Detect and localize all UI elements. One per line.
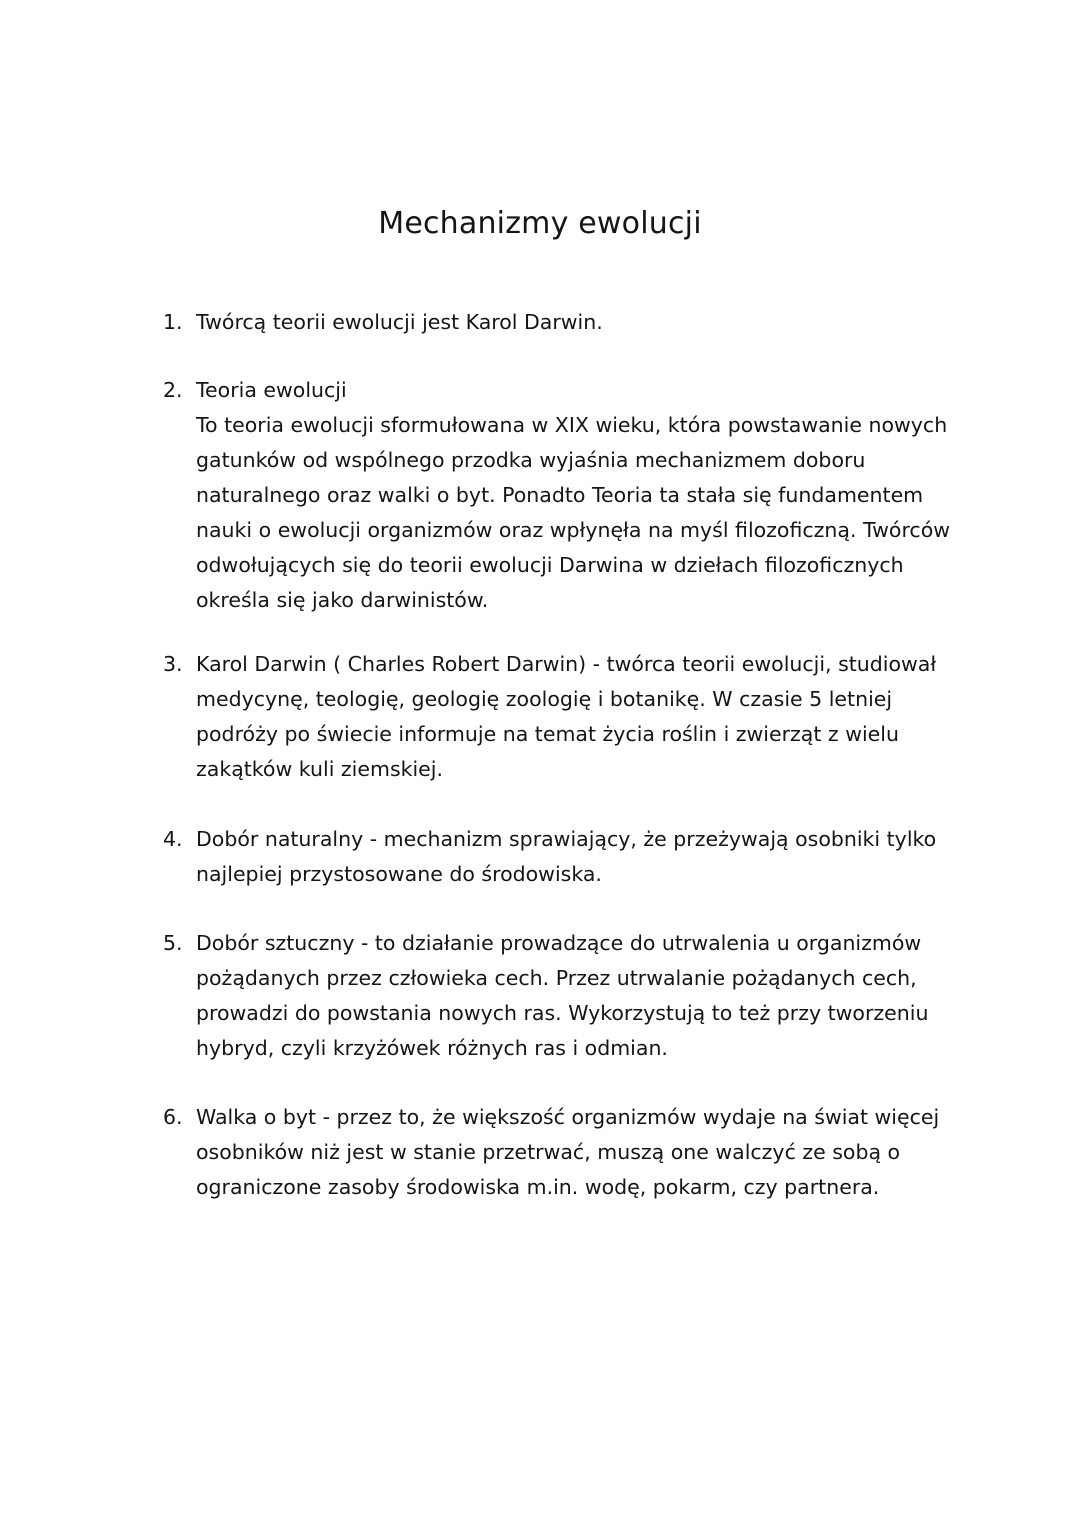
text-line: Dobór naturalny - mechanizm sprawiający, że przeżywają osobniki tylko xyxy=(196,827,937,851)
text-line: odwołujących się do teorii ewolucji Darwina w dziełach filozoficznych xyxy=(196,553,904,577)
list-number: 3. xyxy=(163,652,183,676)
text-line: Walka o byt - przez to, że większość organizmów wydaje na świat więcej xyxy=(196,1105,940,1129)
text-line: medycynę, teologię, geologię zoologię i botanikę. W czasie 5 letniej xyxy=(196,687,893,711)
text-line: naturalnego oraz walki o byt. Ponadto Teoria ta stała się fundamentem xyxy=(196,483,924,507)
list-text xyxy=(196,373,951,618)
text-line: hybryd, czyli krzyżówek różnych ras i odmian. xyxy=(196,1036,668,1060)
list-text xyxy=(196,926,946,1066)
text-line: prowadzi do powstania nowych ras. Wykorzystują to też przy tworzeniu xyxy=(196,1001,929,1025)
list-text xyxy=(196,647,946,787)
list-number: 6. xyxy=(163,1105,183,1129)
list-number: 2. xyxy=(163,378,183,402)
text-line: podróży po świecie informuje na temat życia roślin i zwierząt z wielu xyxy=(196,722,899,746)
text-line: Twórcą teorii ewolucji jest Karol Darwin. xyxy=(196,310,603,334)
text-line: określa się jako darwinistów. xyxy=(196,588,489,612)
text-line: Karol Darwin ( Charles Robert Darwin) - twórca teorii ewolucji, studiował xyxy=(196,652,937,676)
text-line: Teoria ewolucji xyxy=(196,378,347,402)
text-line: ograniczone zasoby środowiska m.in. wodę, pokarm, czy partnera. xyxy=(196,1175,880,1199)
list-text xyxy=(196,305,946,340)
list-text xyxy=(196,822,946,892)
text-line: pożądanych przez człowieka cech. Przez utrwalanie pożądanych cech, xyxy=(196,966,917,990)
document-title: Mechanizmy ewolucji xyxy=(378,206,702,241)
text-line: gatunków od wspólnego przodka wyjaśnia mechanizmem doboru xyxy=(196,448,866,472)
text-line: osobników niż jest w stanie przetrwać, muszą one walczyć ze sobą o xyxy=(196,1140,901,1164)
text-line: zakątków kuli ziemskiej. xyxy=(196,757,444,781)
text-line: To teoria ewolucji sformułowana w XIX wieku, która powstawanie nowych xyxy=(196,413,948,437)
list-number: 5. xyxy=(163,931,183,955)
text-line: najlepiej przystosowane do środowiska. xyxy=(196,862,602,886)
list-number: 1. xyxy=(163,310,183,334)
list-text xyxy=(196,1100,946,1205)
text-line: Dobór sztuczny - to działanie prowadzące do utrwalenia u organizmów xyxy=(196,931,922,955)
text-line: nauki o ewolucji organizmów oraz wpłynęła na myśl filozoficzną. Twórców xyxy=(196,518,951,542)
list-number: 4. xyxy=(163,827,183,851)
